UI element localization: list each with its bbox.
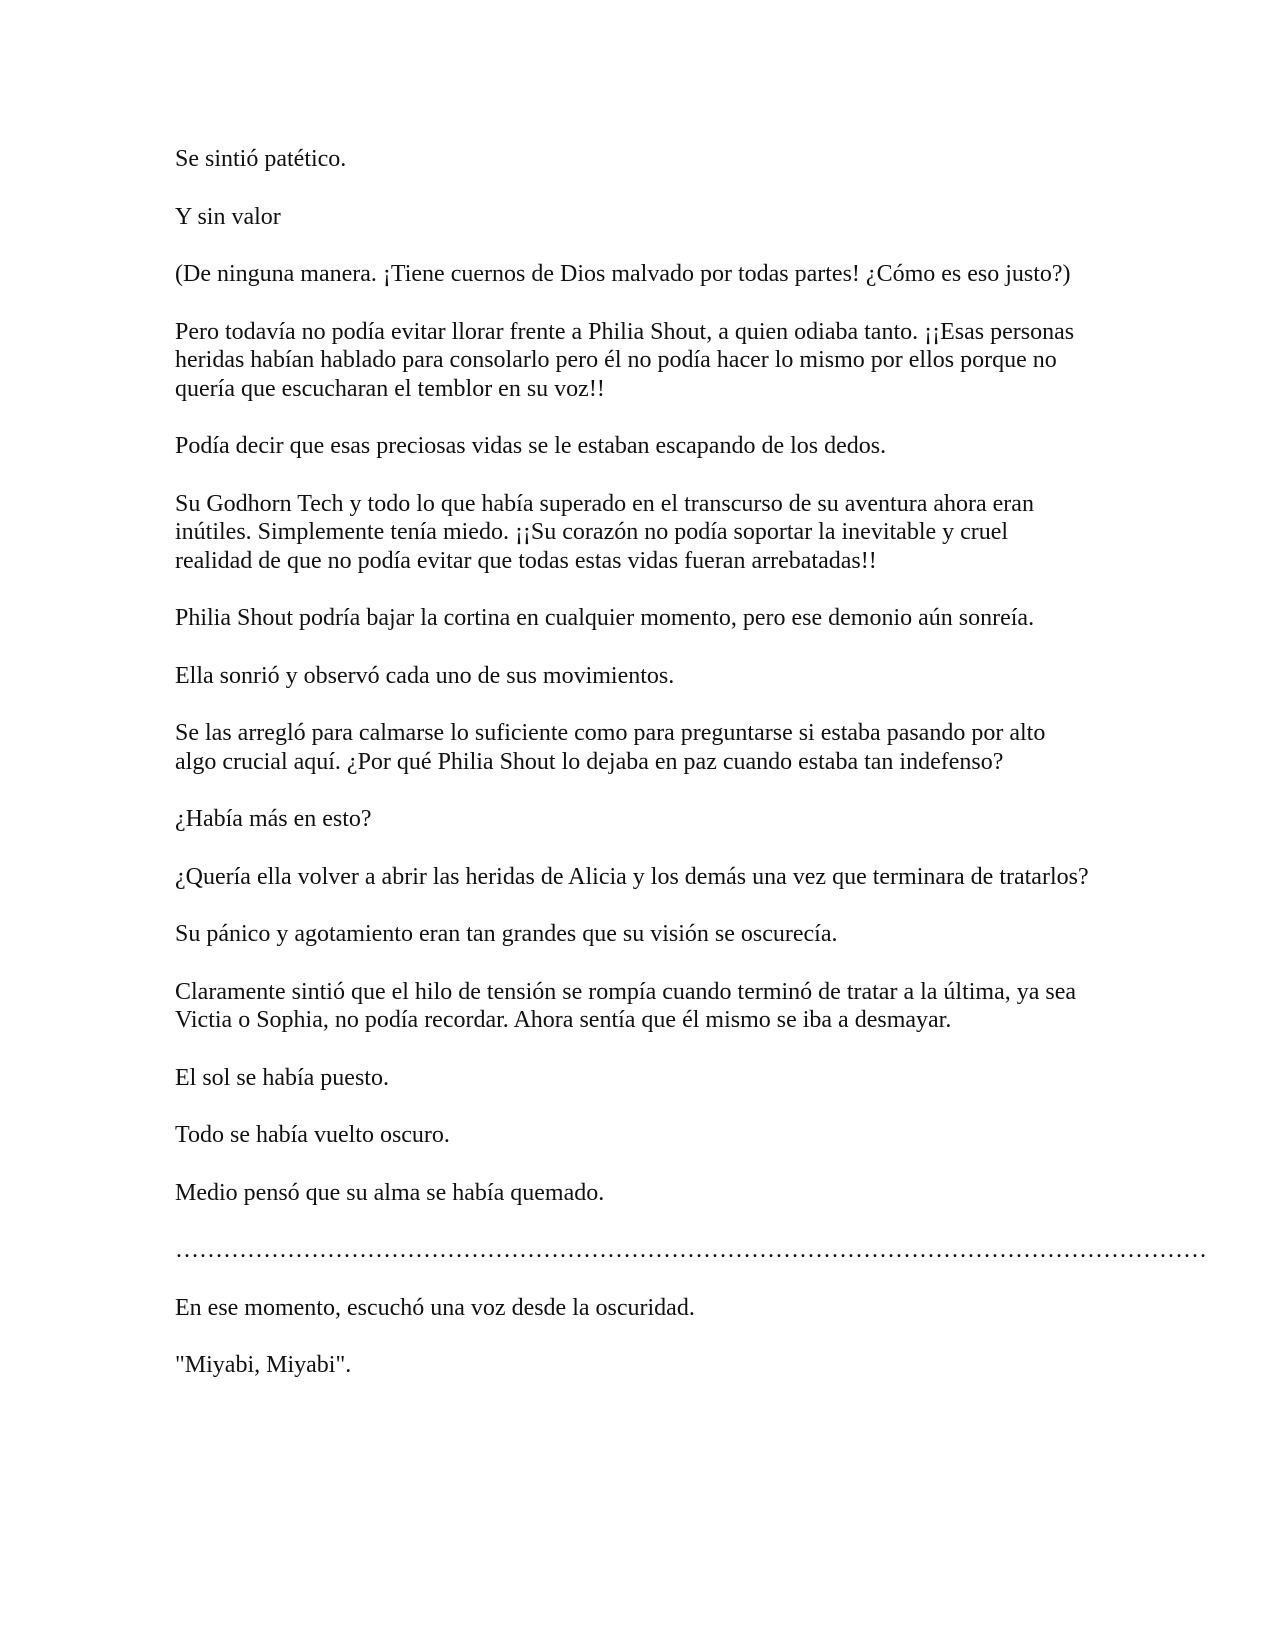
paragraph: Se sintió patético. [175,146,347,172]
paragraph: En ese momento, escuchó una voz desde la oscuridad. [175,1294,695,1321]
paragraph: ¿Quería ella volver a abrir las heridas de Alicia y los demás una vez que terminara de tratarlos? [175,863,1089,890]
document-body [175,145,1207,1409]
paragraph: Pero todavía no podía evitar llorar frente a Philia Shout, a quien odiaba tanto. ¡¡Esas personas heridas habían hablado para consolarlo pero él no podía hacer lo mismo por ellos porque no quería que escucharan el temblor en su voz!! [175,318,1075,402]
paragraph: Medio pensó que su alma se había quemado. [175,1179,605,1206]
paragraph: "Miyabi, Miyabi". [175,1352,352,1378]
paragraph: (De ninguna manera. ¡Tiene cuernos de Dios malvado por todas partes! ¿Cómo es eso justo?) [175,261,1071,287]
paragraph: Podía decir que esas preciosas vidas se le estaban escapando de los dedos. [175,433,887,459]
paragraph: El sol se había puesto. [175,1064,389,1091]
section-separator: ………………………………………………………………………………………………………………… [175,1237,1207,1263]
paragraph: Su pánico y agotamiento eran tan grandes que su visión se oscurecía. [175,921,838,947]
paragraph: Su Godhorn Tech y todo lo que había superado en el transcurso de su aventura ahora eran inútiles. Simplemente tenía miedo. ¡¡Su corazón no podía soportar la inevitable y cruel realidad de que no podía evitar que todas estas vidas fueran arrebatadas!! [175,490,1034,574]
paragraph: Philia Shout podría bajar la cortina en cualquier momento, pero ese demonio aún sonreía. [175,605,1035,631]
paragraph: Claramente sintió que el hilo de tensión se rompía cuando terminó de tratar a la última, ya sea Victia o Sophia, no podía recordar. Ahora sentía que él mismo se iba a desmayar. [175,978,1077,1033]
paragraph: Se las arregló para calmarse lo suficiente como para preguntarse si estaba pasando por alto algo crucial aquí. ¿Por qué Philia Shout lo dejaba en paz cuando estaba tan indefenso? [175,720,1046,775]
paragraph: Ella sonrió y observó cada uno de sus movimientos. [175,662,675,689]
paragraph: Todo se había vuelto oscuro. [175,1122,450,1148]
paragraph: Y sin valor [175,203,281,230]
paragraph: ¿Había más en esto? [175,806,372,832]
